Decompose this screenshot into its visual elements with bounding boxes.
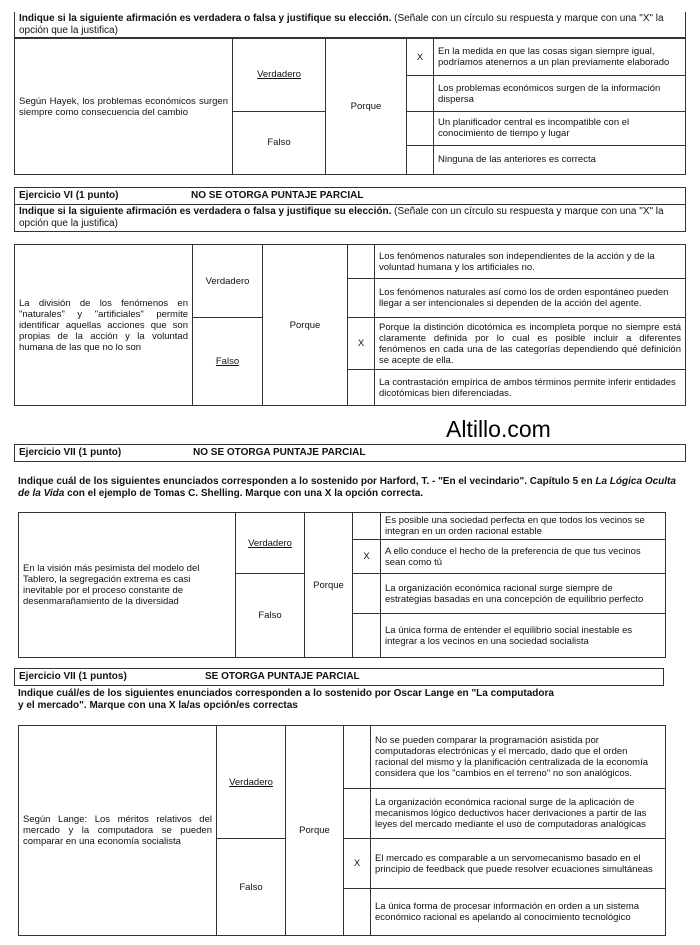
q7-true-option[interactable]: Verdadero xyxy=(236,513,305,574)
q8-statement: Según Lange: Los méritos relativos del mercado y la computadora se pueden comparar en una economía socialista xyxy=(19,726,217,936)
q8-header xyxy=(14,668,664,686)
q5-false-option[interactable]: Falso xyxy=(233,111,326,174)
q7-option-4-text: La única forma de entender el equilibrio social inestable es integrar a los vecinos en una sociedad socialista xyxy=(381,614,666,658)
q6-because-label: Porque xyxy=(263,245,348,406)
q5-option-2-mark[interactable] xyxy=(407,76,434,111)
q6-option-1-text: Los fenómenos naturales son independientes de la acción y de la voluntad humana y los artificiales no. xyxy=(375,245,686,279)
q6-option-2-mark[interactable] xyxy=(348,279,375,318)
q6-note: NO SE OTORGA PUNTAJE PARCIAL xyxy=(191,190,364,201)
q7-question-table xyxy=(18,512,666,658)
q8-option-3-mark[interactable]: X xyxy=(344,839,371,889)
q6-option-3-mark[interactable]: X xyxy=(348,318,375,370)
q8-option-3-text: El mercado es comparable a un servomecanismo basado en el principio de feedback que puede resolver ecuaciones simultáneas xyxy=(371,839,666,889)
q6-header xyxy=(14,187,686,205)
q8-instruction-line-2: y el mercado". Marque con una X la/as opción/es correctas xyxy=(18,700,298,711)
q7-option-1-text: Es posible una sociedad perfecta en que todos los vecinos se integran en un orden racional estable xyxy=(381,513,666,540)
q5-question-table xyxy=(14,38,686,175)
q8-option-2-mark[interactable] xyxy=(344,789,371,839)
q5-true-option[interactable]: Verdadero xyxy=(233,39,326,112)
q7-option-2-mark[interactable]: X xyxy=(353,540,381,574)
q7-statement: En la visión más pesimista del modelo del Tablero, la segregación extrema es casi inevitable por el proceso constante de desenmarañamiento de la diversidad xyxy=(19,513,236,658)
q6-true-option[interactable]: Verdadero xyxy=(193,245,263,318)
q8-option-4-mark[interactable] xyxy=(344,889,371,936)
q7-false-option[interactable]: Falso xyxy=(236,574,305,658)
q5-statement: Según Hayek, los problemas económicos surgen siempre como consecuencia del cambio xyxy=(15,39,233,175)
q8-option-1-text: No se pueden comparar la programación asistida por computadoras electrónicas y el mercado, dado que el orden racional del mismo y la planificación centralizada de la economía considera que los "cambios en el terreno" no son analógicos. xyxy=(371,726,666,789)
q6-option-4-text: La contrastación empírica de ambos términos permite inferir entidades dicotómicas bien diferenciadas. xyxy=(375,370,686,406)
q6-option-2-text: Los fenómenos naturales así como los de orden espontáneo pueden llegar a ser intencionales si dependen de la acción del agente. xyxy=(375,279,686,318)
q7-option-3-mark[interactable] xyxy=(353,574,381,614)
altillo-watermark: Altillo.com xyxy=(446,416,551,442)
q8-question-table xyxy=(18,725,666,936)
q8-because-label: Porque xyxy=(286,726,344,936)
q8-option-2-text: La organización económica racional surge de la aplicación de mecanismos lógico deductivos hacer derivaciones a partir de las leyes del mercado mediante el uso de computadoras analógicas xyxy=(371,789,666,839)
q6-question-table xyxy=(14,244,686,406)
q5-option-1-mark[interactable]: X xyxy=(407,39,434,76)
q8-instruction-line-1: Indique cuál/es de los siguientes enunciados corresponden a lo sostenido por Oscar Lange en "La computadora xyxy=(18,688,554,699)
q8-false-option[interactable]: Falso xyxy=(217,839,286,936)
q8-title: Ejercicio VII (1 puntos) xyxy=(19,671,127,682)
q7-option-3-text: La organización económica racional surge siempre de estrategias basadas en una concepción de equilibrio perfecto xyxy=(381,574,666,614)
q8-option-4-text: La única forma de procesar información en orden a un sistema económico racional es apelando al conocimiento tecnológico xyxy=(371,889,666,936)
q7-option-2-text: A ello conduce el hecho de la preferencia de que tus vecinos sean como tú xyxy=(381,540,666,574)
q6-instruction: Indique si la siguiente afirmación es verdadera o falsa y justifique su elección. (Señale con un círculo su respuesta y marque con una "X" la opción que la justifica) xyxy=(14,205,686,232)
q7-header xyxy=(14,444,686,462)
q6-false-option[interactable]: Falso xyxy=(193,318,263,406)
q6-option-4-mark[interactable] xyxy=(348,370,375,406)
q8-instruction xyxy=(18,688,682,712)
q6-option-1-mark[interactable] xyxy=(348,245,375,279)
q8-option-1-mark[interactable] xyxy=(344,726,371,789)
q8-note: SE OTORGA PUNTAJE PARCIAL xyxy=(205,671,360,682)
q5-option-3-mark[interactable] xyxy=(407,111,434,145)
q6-option-3-text: Porque la distinción dicotómica es incompleta porque no siempre está claramente definida por lo cual es posible incluir a diferentes fenómenos en cada una de las categorías dependiendo qué definición se acepte de ella. xyxy=(375,318,686,370)
q6-statement: La división de los fenómenos en "naturales" y "artificiales" permite identificar aquellas acciones que son propias de la acción y la voluntad humana de las que no lo son xyxy=(15,245,193,406)
q7-title: Ejercicio VII (1 punto) xyxy=(19,447,122,458)
q7-because-label: Porque xyxy=(305,513,353,658)
q5-option-2-text: Los problemas económicos surgen de la información dispersa xyxy=(434,76,686,111)
q7-option-1-mark[interactable] xyxy=(353,513,381,540)
q6-title: Ejercicio VI (1 punto) xyxy=(19,190,119,201)
q5-option-4-mark[interactable] xyxy=(407,145,434,174)
q7-option-4-mark[interactable] xyxy=(353,614,381,658)
q5-option-3-text: Un planificador central es incompatible con el conocimiento de tiempo y lugar xyxy=(434,111,686,145)
q7-note: NO SE OTORGA PUNTAJE PARCIAL xyxy=(193,447,366,458)
q5-because-label: Porque xyxy=(326,39,407,175)
q5-option-4-text: Ninguna de las anteriores es correcta xyxy=(434,145,686,174)
q8-true-option[interactable]: Verdadero xyxy=(217,726,286,839)
q5-option-1-text: En la medida en que las cosas sigan siempre igual, podríamos atenernos a un plan previamente elaborado xyxy=(434,39,686,76)
q5-instruction: Indique si la siguiente afirmación es verdadera o falsa y justifique su elección. (Señale con un círculo su respuesta y marque con una "X" la opción que la justifica) xyxy=(14,12,686,38)
q7-instruction: Indique cuál de los siguientes enunciados corresponden a lo sostenido por Harford, T. - "En el vecindario". Capítulo 5 en La Lógica Oculta de la Vida con el ejemplo de Tomas C. Shelling. Marque con una X la opción correcta. xyxy=(18,476,676,499)
